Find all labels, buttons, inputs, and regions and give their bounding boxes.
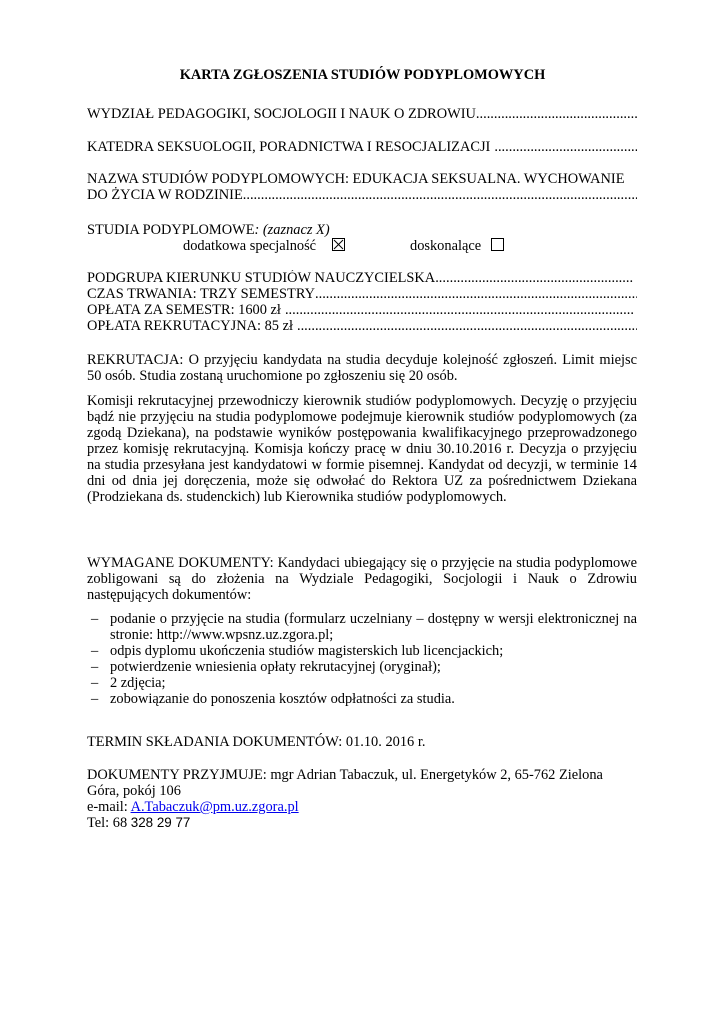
document-item-text: zobowiązanie do ponoszenia kosztów odpłatności za studia. [110,691,455,707]
dash-bullet-icon: – [91,643,99,659]
study-name-line1: NAZWA STUDIÓW PODYPLOMOWYCH: EDUKACJA SEKSUALNA. WYCHOWANIE [87,171,625,187]
document-item-text: podanie o przyjęcie na studia (formularz uczelniany – dostępny w wersji elektronicznej na stronie: http://www.wpsnz.uz.zgora.pl; [110,611,637,643]
duration-text: CZAS TRWANIA: TRZY SEMESTRY [87,286,316,302]
faculty-fill-dots [476,106,637,122]
documents-list-block [87,611,637,707]
recruitment-fee-fill-dots [297,318,637,334]
details-block [87,270,637,334]
dash-bullet-icon: – [91,691,99,707]
semester-fee-line [87,302,637,318]
dash-bullet-icon: – [91,611,99,627]
contact-email-line [87,799,637,815]
documents-intro: WYMAGANE DOKUMENTY: Kandydaci ubiegający się o przyjęcie na studia podyplomowe zobligowani są do złożenia na Wydziale Pedagogiki, Socjologii i Nauk o Zdrowiu następujących dokumentów: [87,555,637,603]
email-link[interactable]: A.Tabaczuk@pm.uz.zgora.pl [130,799,299,815]
dash-bullet-icon: – [91,659,99,675]
dash-bullet-icon: – [91,675,99,691]
duration-fill-dots [315,286,637,302]
subgroup-text: PODGRUPA KIERUNKU STUDIÓW NAUCZYCIELSKA [87,270,436,286]
subgroup-line [87,270,637,286]
option-improvement-label: doskonalące [410,238,482,254]
department-fill-dots [494,139,637,155]
document-item [87,691,637,707]
document-item-text: potwierdzenie wniesienia opłaty rekrutacyjnej (oryginał); [110,659,441,675]
recruitment-paragraph: REKRUTACJA: O przyjęciu kandydata na studia decyduje kolejność zgłoszeń. Limit miejsc 50 osób. Studia zostaną uruchomione po zgłoszeniu się 20 osób. [87,352,637,384]
study-type-heading [87,222,637,238]
document-item-text: 2 zdjęcia; [110,675,166,691]
contact-accepts: DOKUMENTY PRZYJMUJE: mgr Adrian Tabaczuk, ul. Energetyków 2, 65-762 Zielona Góra, pokój 106 [87,767,603,799]
study-type-options [0,238,725,254]
semester-fee-text: OPŁATA ZA SEMESTR: 1600 zł [87,302,281,318]
document-item [87,659,637,675]
checkbox-x-mark-icon [333,239,344,250]
study-type-label: STUDIA PODYPLOMOWE [87,222,255,238]
study-name-line2: DO ŻYCIA W RODZINIE [87,187,243,203]
documents-list [87,611,637,707]
study-name-line2-row [87,187,637,203]
duration-line [87,286,637,302]
phone-number: 328 29 77 [130,815,191,830]
contact-phone-line [87,815,637,831]
faculty-text: WYDZIAŁ PEDAGOGIKI, SOCJOLOGII I NAUK O ZDROWIU [87,106,476,122]
study-name-fill-dots [243,187,637,203]
committee-paragraph: Komisji rekrutacyjnej przewodniczy kierownik studiów podyplomowych. Decyzję o przyjęciu bądź nie przyjęciu na studia podyplomowe podejmuje kierownik studiów podyplomowych (za zgodą Dziekana), na podstawie wyników postępowania kwalifikacyjnego przeprowadzonego przez komisję rekrutacyjną. Komisja kończy pracę w dniu 30.10.2016 r. Decyzja o przyjęciu na studia przesyłana jest kandydatowi w formie pisemnej. Kandydat od decyzji, w terminie 14 dni od dnia jej doręczenia, może się odwołać do Rektora UZ za pośrednictwem Dziekana (Prodziekana ds. studenckich) lub Kierownika studiów podyplomowych. [87,393,637,505]
email-label: e-mail: [87,799,131,815]
option-additional-specialty-label: dodatkowa specjalność [183,238,317,254]
deadline-line: TERMIN SKŁADANIA DOKUMENTÓW: 01.10. 2016 r. [87,734,426,750]
contact-block [87,767,637,831]
department-text: KATEDRA SEKSUOLOGII, PORADNICTWA I RESOCJALIZACJI [87,139,491,155]
faculty-line [87,106,637,122]
semester-fee-fill-dots [285,302,634,318]
document-title: KARTA ZGŁOSZENIA STUDIÓW PODYPLOMOWYCH [179,67,546,83]
document-item-text: odpis dyplomu ukończenia studiów magisterskich lub licencjackich; [110,643,504,659]
department-line [87,139,637,155]
option-improvement-checkbox[interactable] [491,238,504,251]
subgroup-fill-dots [435,270,633,286]
document-item [87,675,637,691]
document-item [87,643,637,659]
recruitment-fee-line [87,318,637,334]
study-name-block [87,171,637,203]
option-additional-specialty-checkbox[interactable] [332,238,345,251]
study-type-hint: : (zaznacz X) [254,222,330,238]
document-item [87,611,637,643]
phone-label: Tel: 68 [87,815,131,831]
recruitment-fee-text: OPŁATA REKRUTACYJNA: 85 zł [87,318,293,334]
